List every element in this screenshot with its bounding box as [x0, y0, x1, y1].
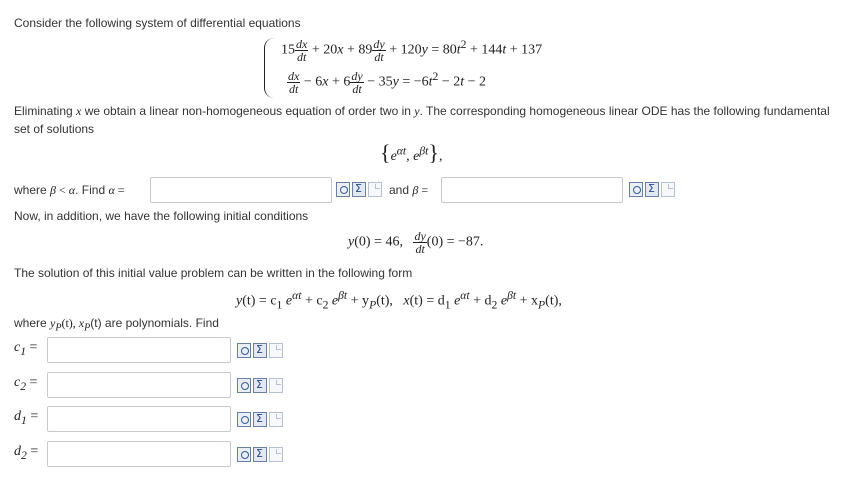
sol-c1-sub: 1: [276, 298, 283, 312]
eq1-exp: 2: [460, 38, 467, 52]
d2-equals: =: [30, 444, 39, 459]
para-x: x: [76, 104, 82, 118]
eq1-y: y: [421, 42, 428, 58]
equation-editor-icon[interactable]: [645, 182, 659, 197]
system-brace: [264, 38, 275, 98]
initial-conditions-text: Now, in addition, we have the following initial conditions: [14, 209, 309, 223]
sol-x: x: [403, 293, 410, 309]
eq2-dt: dt: [288, 82, 299, 96]
sol-yp-sub: P: [369, 298, 377, 312]
eq2-term: − 6: [303, 74, 323, 90]
alpha-symbol-2: α: [108, 183, 115, 197]
elimination-text: [14, 104, 830, 119]
eq1-dy: dy: [373, 37, 385, 51]
sol-y-tail: (t),: [376, 293, 393, 309]
d2-icons: [237, 447, 283, 463]
sol-e1: e: [282, 293, 293, 309]
beta-symbol: β: [50, 183, 57, 197]
poly-y-sub: P: [55, 322, 62, 334]
c2-equals: =: [29, 375, 38, 390]
beta-symbol-2: β: [412, 183, 419, 197]
equation-1: [281, 38, 542, 63]
d1-label: [14, 409, 38, 427]
sol-plus-yp: + y: [347, 293, 370, 309]
find-alpha-label: [14, 183, 125, 198]
eq1-const: + 137: [509, 42, 543, 58]
eq2-t2: t: [460, 74, 465, 90]
c2-icons: [237, 378, 283, 394]
ic-y-value: (0) = 46,: [354, 234, 403, 250]
eq1-term2: + 89: [346, 42, 373, 58]
preview-icon[interactable]: [629, 182, 643, 197]
sol-y-c: (t) = c: [242, 293, 277, 309]
sol-xp-sub: P: [538, 298, 546, 312]
eq1-coef: 15: [281, 42, 295, 58]
sol-plus-d2: + d: [469, 293, 492, 309]
eq2-dt2: dt: [352, 82, 362, 96]
eq2-y: y: [392, 74, 399, 90]
c1-label: [14, 340, 37, 358]
help-icon[interactable]: [269, 343, 283, 358]
poly-y: y: [50, 316, 56, 330]
eq1-rest: + 144: [469, 42, 503, 58]
d1-icons: [237, 412, 283, 428]
eq1-dt: dt: [296, 50, 307, 64]
fund-close: }: [428, 140, 439, 165]
eq1-dx: dx: [296, 37, 308, 51]
find-beta-label: [389, 183, 428, 198]
sol-plus-c2: + c: [301, 293, 323, 309]
beta-icons: [629, 182, 675, 198]
d1-input[interactable]: [47, 406, 231, 432]
sol-d2-sub: 2: [491, 298, 498, 312]
polynomials-text: [14, 316, 219, 333]
fund-open: {: [380, 140, 391, 165]
eq1-dt2: dt: [374, 50, 384, 64]
help-icon[interactable]: [269, 412, 283, 427]
find-text: . Find: [75, 183, 109, 197]
c1-var: c: [14, 340, 21, 355]
sol-y: y: [236, 293, 243, 309]
preview-icon[interactable]: [336, 182, 350, 197]
poly-x-sub: P: [84, 322, 91, 334]
d2-input[interactable]: [47, 441, 231, 467]
para-text-b: we obtain a linear non-homogeneous equation of order two in: [81, 104, 415, 118]
d1-var: d: [14, 409, 21, 424]
eq1-x: x: [337, 42, 344, 58]
lt-symbol: <: [56, 183, 69, 197]
para-text-a: Eliminating: [14, 104, 77, 118]
ic-y: y: [348, 234, 355, 250]
sol-c2-sub: 2: [322, 298, 329, 312]
equation-editor-icon[interactable]: [253, 378, 267, 393]
solutions-text: set of solutions: [14, 122, 95, 136]
equation-editor-icon[interactable]: [253, 447, 267, 462]
sol-e2-exp: βt: [338, 289, 348, 302]
poly-y-tail: (t),: [61, 316, 79, 330]
eq2-x: x: [322, 74, 329, 90]
poly-find: (t) are polynomials. Find: [90, 316, 219, 330]
eq2-dx: dx: [288, 69, 300, 83]
eq1-term: + 20: [311, 42, 338, 58]
d2-label: [14, 444, 38, 462]
d1-equals: =: [30, 409, 39, 424]
help-icon[interactable]: [661, 182, 675, 197]
equation-editor-icon[interactable]: [253, 343, 267, 358]
eq2-t: t: [428, 74, 433, 90]
solution-form-text: The solution of this initial value problem can be written in the following form: [14, 266, 413, 280]
sol-de2-exp: βt: [507, 289, 517, 302]
c1-sub: 1: [20, 344, 27, 358]
help-icon[interactable]: [269, 447, 283, 462]
eq1-term3: + 120: [389, 42, 422, 58]
eq1-t2: t: [502, 42, 507, 58]
poly-x: x: [78, 316, 85, 330]
sol-de2: e: [497, 293, 508, 309]
c1-input[interactable]: [47, 337, 231, 363]
c1-equals: =: [29, 340, 38, 355]
para-y: y: [414, 104, 420, 118]
preview-icon[interactable]: [237, 378, 251, 393]
sol-de1: e: [450, 293, 461, 309]
beta-input[interactable]: [441, 177, 623, 203]
alpha-symbol: α: [68, 183, 76, 197]
sol-de1-exp: αt: [460, 289, 470, 302]
help-icon[interactable]: [368, 182, 382, 197]
d2-var: d: [14, 444, 21, 459]
c2-input[interactable]: [47, 372, 231, 398]
sol-d1-sub: 1: [444, 298, 451, 312]
eq2-rhs: = −6: [402, 74, 429, 90]
sol-e1-exp: αt: [292, 289, 302, 302]
beta-equals: =: [418, 183, 429, 197]
and-text: and: [389, 183, 413, 197]
d2-sub: 2: [21, 448, 27, 462]
eq2-const: − 2: [467, 74, 487, 90]
preview-icon[interactable]: [237, 412, 251, 427]
help-icon[interactable]: [269, 378, 283, 393]
sol-x-tail: (t),: [545, 293, 562, 309]
fund-e1-exp: αt: [396, 144, 407, 158]
c2-label: [14, 375, 37, 393]
sol-x-d: (t) = d: [409, 293, 445, 309]
poly-where: where: [14, 316, 51, 330]
sol-e2: e: [328, 293, 339, 309]
sol-plus-xp: + x: [516, 293, 539, 309]
para-text-c: . The corresponding homogeneous linear ODE has the following fundamental: [419, 104, 830, 118]
alpha-input[interactable]: [150, 177, 332, 203]
eq2-term2: + 6: [331, 74, 351, 90]
c2-sub: 2: [20, 379, 27, 393]
where-text: where: [14, 183, 51, 197]
equation-editor-icon[interactable]: [352, 182, 366, 197]
c2-var: c: [14, 375, 21, 390]
preview-icon[interactable]: [237, 447, 251, 462]
eq1-t: t: [456, 42, 461, 58]
eq2-rest: − 2: [441, 74, 461, 90]
ic-dt: dt: [415, 242, 425, 256]
d1-sub: 1: [21, 413, 27, 427]
initial-conditions: [348, 230, 483, 255]
eq2-exp: 2: [432, 70, 439, 84]
problem-intro: Consider the following system of differential equations: [14, 16, 301, 30]
solution-form: [236, 289, 562, 311]
fundamental-set: [380, 140, 442, 166]
equation-editor-icon[interactable]: [253, 412, 267, 427]
fund-e1: e: [390, 149, 397, 164]
ic-dy-value: (0) = −87.: [426, 234, 484, 250]
fund-e2: e: [413, 149, 420, 164]
fund-e2-exp: βt: [419, 144, 429, 158]
alpha-icons: [336, 182, 382, 198]
fund-comma: ,: [406, 149, 410, 164]
eq2-dy: dy: [351, 69, 363, 83]
preview-icon[interactable]: [237, 343, 251, 358]
c1-icons: [237, 343, 283, 359]
fund-tail: ,: [438, 149, 443, 164]
eq1-rhs: = 80: [431, 42, 457, 58]
ic-dy: dy: [414, 229, 426, 243]
alpha-equals: =: [114, 183, 125, 197]
equation-2: [287, 70, 486, 95]
eq2-term3: − 35: [367, 74, 393, 90]
